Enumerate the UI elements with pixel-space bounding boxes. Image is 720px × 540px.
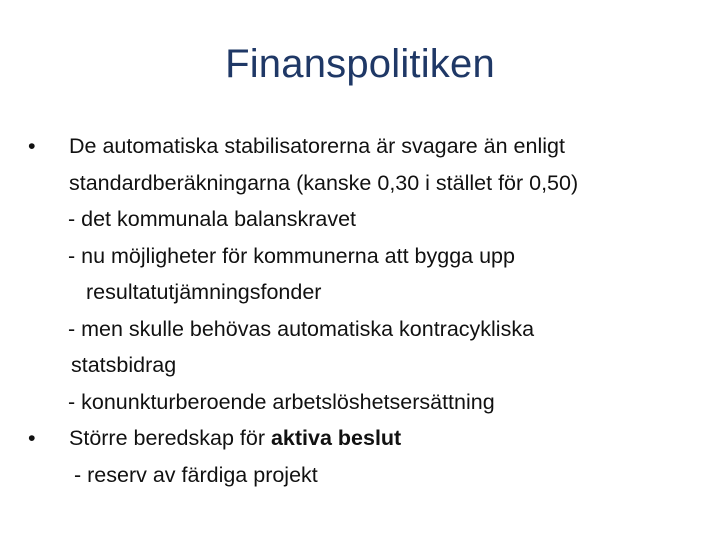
sub-item-mojligheter-cont: resultatutjämningsfonder <box>86 280 322 304</box>
bullet-icon: • <box>28 426 36 450</box>
bullet-2-text: Större beredskap för <box>69 426 271 450</box>
sub-item-arbetsloshetsersattning: - konunkturberoende arbetslöshetsersättning <box>68 389 495 414</box>
sub-item-mojligheter: - nu möjligheter för kommunerna att bygga upp <box>68 243 515 268</box>
slide-content <box>26 128 706 493</box>
sub-item-reserv: - reserv av färdiga projekt <box>74 462 318 487</box>
bullet-2-bold-text: aktiva beslut <box>270 426 402 450</box>
sub-item-kontracykliska-cont: statsbidrag <box>71 353 177 377</box>
sub-item-kontracykliska: - men skulle behövas automatiska kontracykliska <box>68 316 535 341</box>
sub-item-kommunala-balanskravet: - det kommunala balanskravet <box>68 207 357 231</box>
slide-title: Finanspolitiken <box>225 42 495 86</box>
bullet-1-text: De automatiska stabilisatorerna är svagare än enligt <box>69 134 565 158</box>
bullet-icon: • <box>28 134 36 158</box>
bullet-1-line-2: standardberäkningarna (kanske 0,30 i stället för 0,50) <box>69 170 579 195</box>
bullet-1-line-1 <box>26 128 706 165</box>
bullet-2-line-1 <box>26 420 706 457</box>
